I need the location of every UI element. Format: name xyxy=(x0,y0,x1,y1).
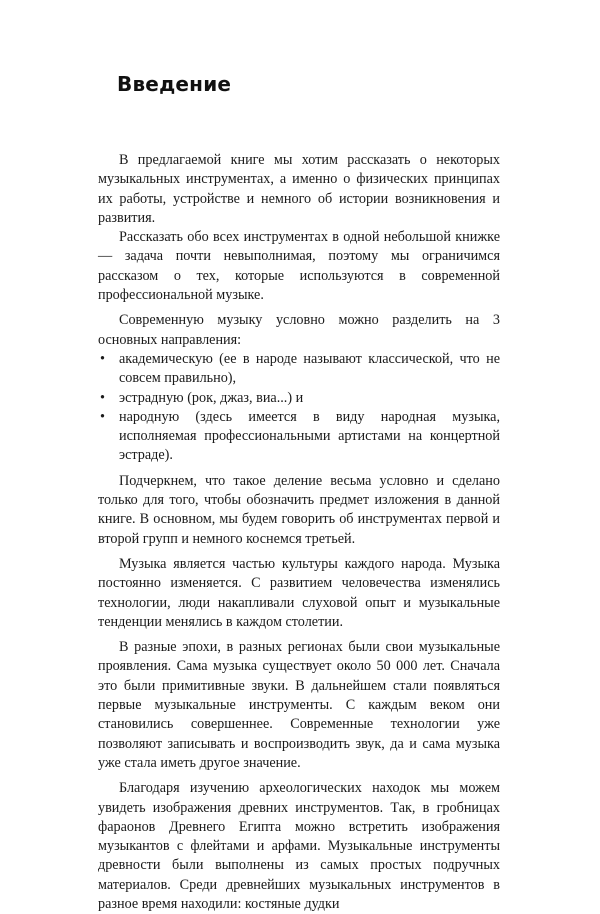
bullet-icon: • xyxy=(100,408,105,425)
list-item-text: эстрадную (рок, джаз, виа...) и xyxy=(119,389,304,406)
list-item xyxy=(98,350,500,389)
list-item xyxy=(98,389,500,408)
chapter-title: Введение xyxy=(117,72,232,96)
bullet-list xyxy=(98,350,500,466)
bullet-icon: • xyxy=(100,389,105,406)
paragraph: Современную музыку условно можно разделить на 3 основных направления: xyxy=(98,312,500,348)
bullet-icon: • xyxy=(100,350,105,367)
list-item-text: народную (здесь имеется в виду народная музыка, исполняемая профессиональными артистами на концертной эстраде). xyxy=(119,408,500,464)
list-item-text: академическую (ее в народе называют классической, что не совсем правильно), xyxy=(119,350,500,387)
paragraph: В предлагаемой книге мы хотим рассказать о некоторых музыкальных инструментах, а именно о физических принципах их работы, устройстве и немного об истории возникновения и развития. xyxy=(98,152,500,226)
paragraph: В разные эпохи, в разных регионах были свои музыкальные проявления. Сама музыка существует около 50 000 лет. Сначала это были примитивные звуки. В дальнейшем стали появляться первые музыкальные инструменты. С каждым веком они становились совершеннее. Современные технологии уже позволяют записывать и воспроизводить звук, да и сама музыка уже стала иметь другое значение. xyxy=(98,639,500,771)
chapter-body xyxy=(98,151,500,914)
paragraph: Рассказать обо всех инструментах в одной небольшой книжке — задача почти невыполнимая, поэтому мы ограничимся рассказом о тех, которые используются в современной профессиональной музыке. xyxy=(98,229,500,304)
paragraph: Благодаря изучению археологических находок мы можем увидеть изображения древних инструментов. Так, в гробницах фараонов Древнего Египта можно встретить изображения музыкантов с флейтами и арфами. Музыкальные инструменты древности были выполнены из самых простых подручных материалов. Среди древнейших музыкальных инструментов в разное время находили: костяные дудки xyxy=(98,780,500,912)
list-item xyxy=(98,408,500,466)
paragraph: Музыка является частью культуры каждого народа. Музыка постоянно изменяется. С развитием человечества изменялись технологии, люди накапливали слуховой опыт и музыкальные тенденции менялись в каждом столетии. xyxy=(98,555,500,630)
paragraph: Подчеркнем, что такое деление весьма условно и сделано только для того, чтобы обозначить предмет изложения в данной книге. В основном, мы будем говорить об инструментах первой и второй групп и немного коснемся третьей. xyxy=(98,472,500,547)
